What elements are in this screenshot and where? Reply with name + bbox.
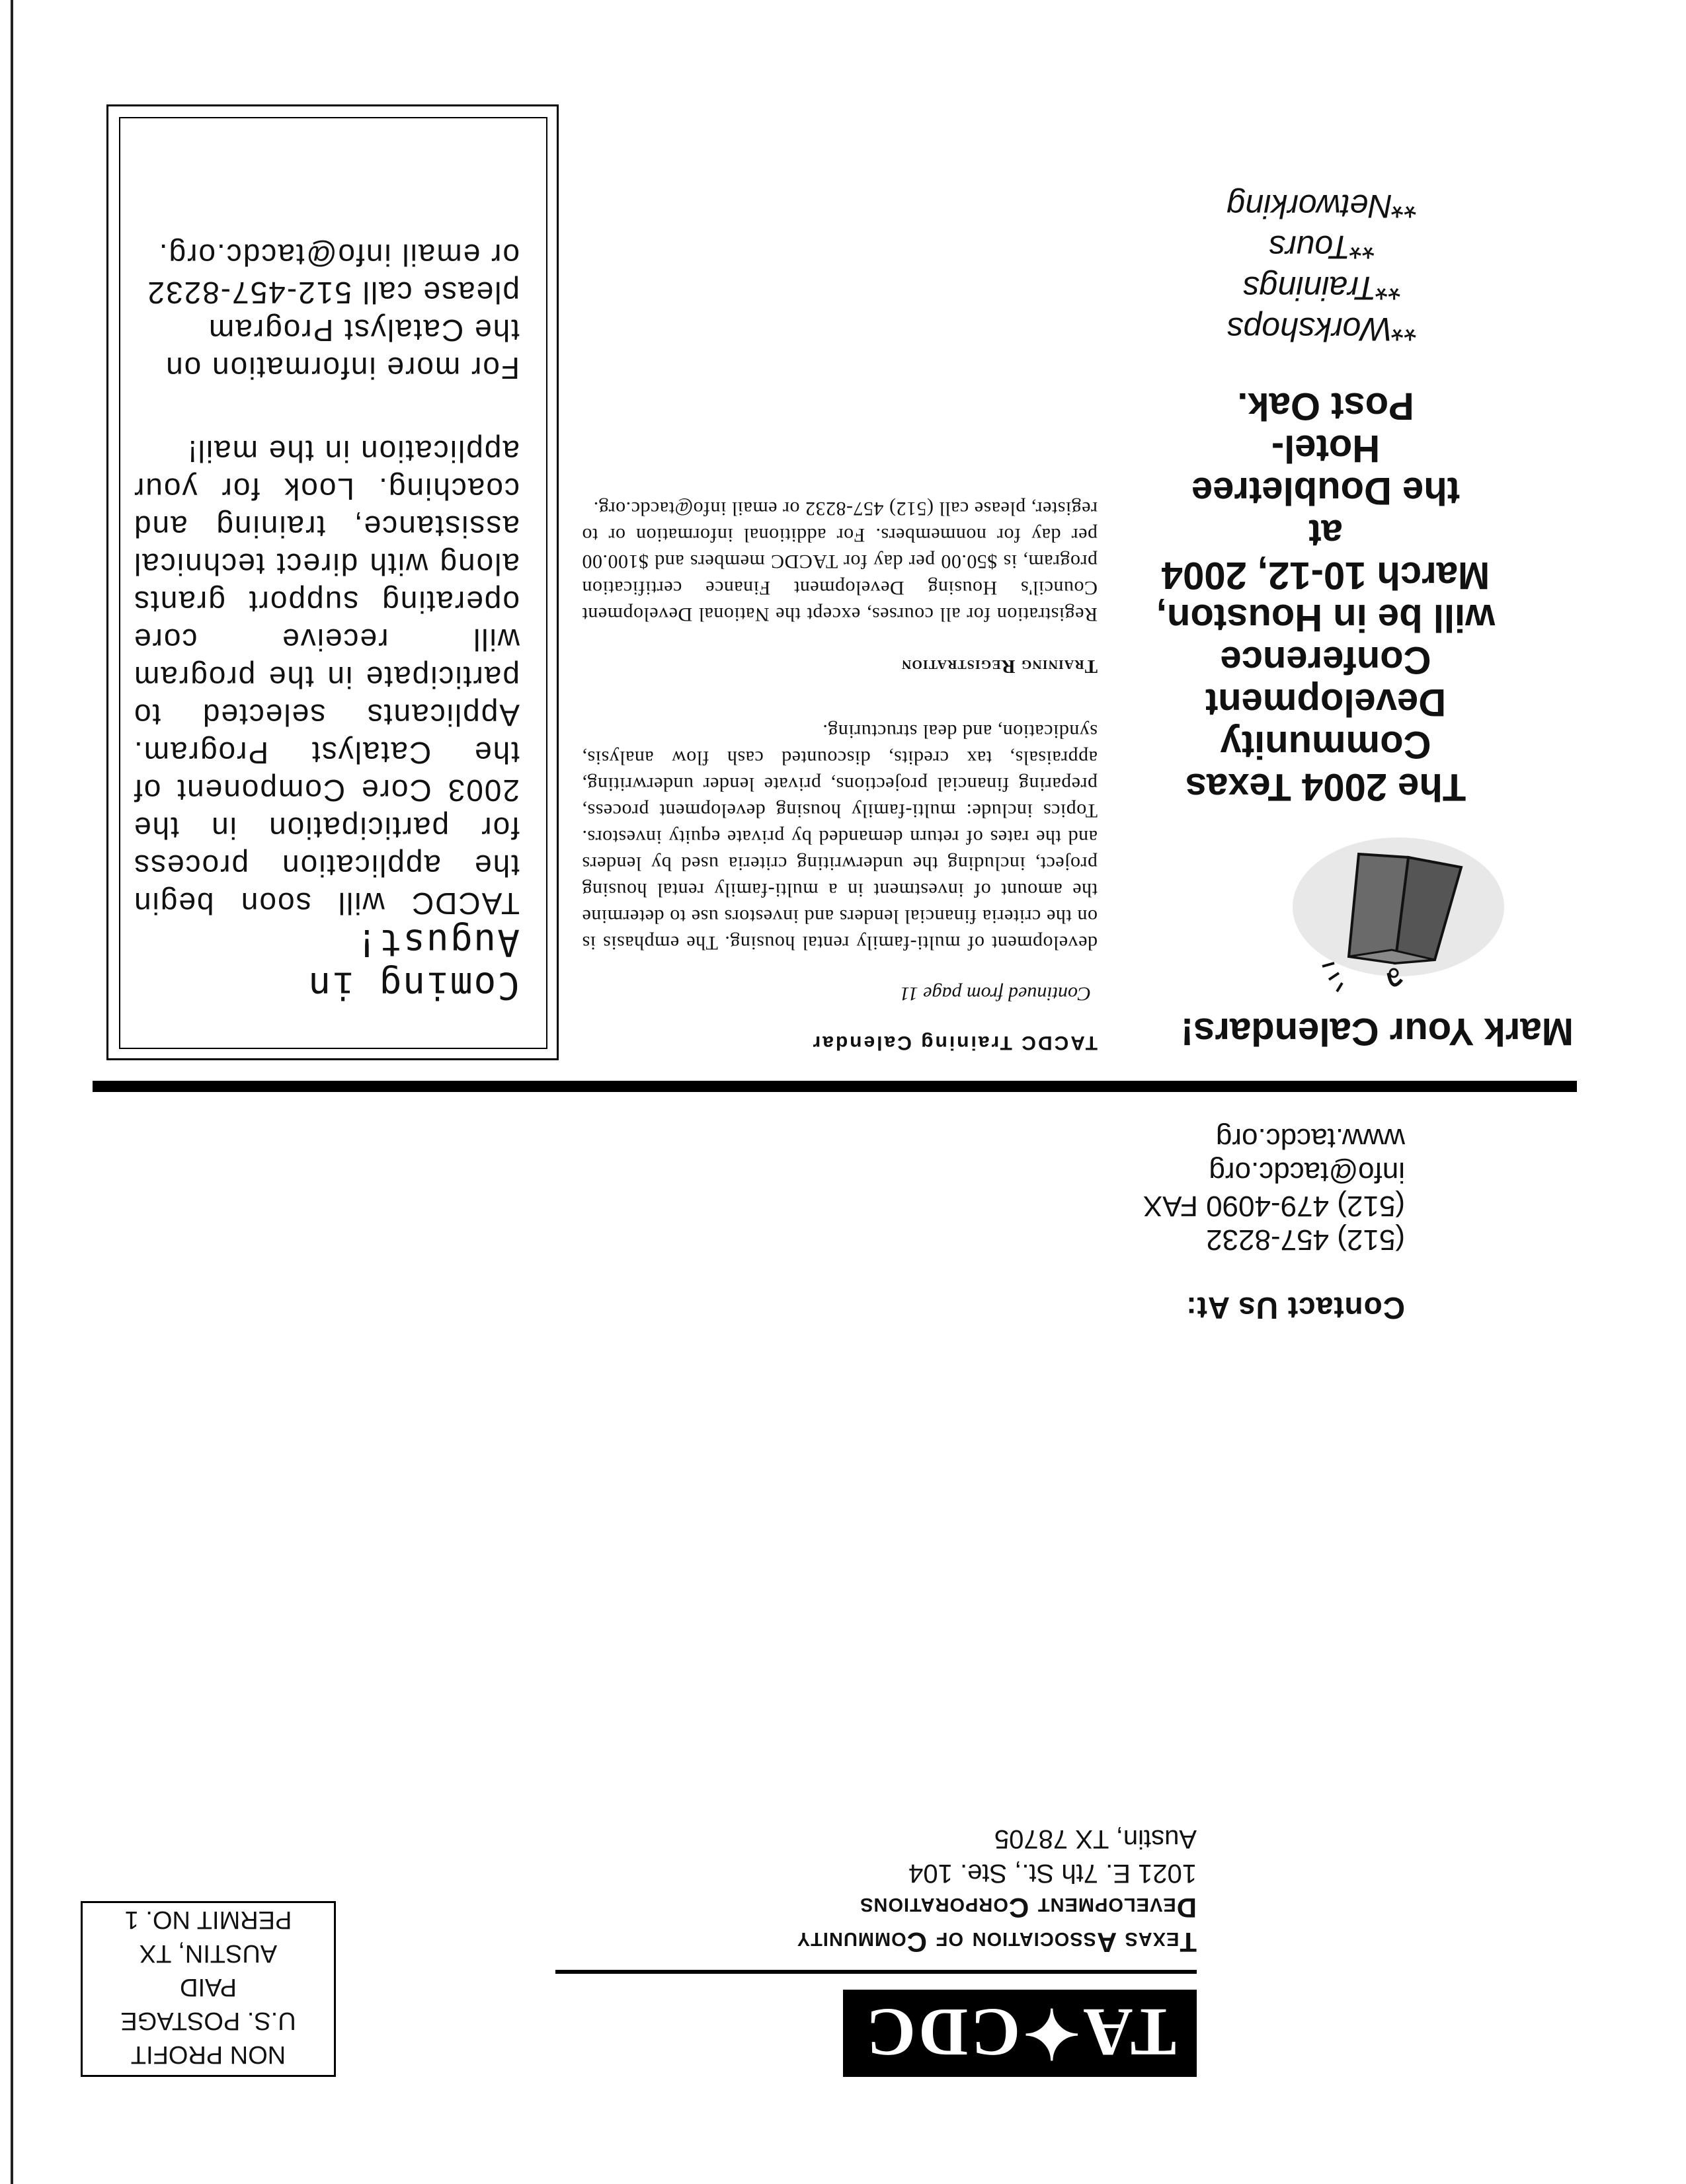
conference-line: Post Oak. <box>1237 385 1414 428</box>
section-divider <box>93 1081 1577 1092</box>
coming-in-august-heading: Coming in August! <box>307 921 520 1007</box>
tacdc-logo: TA✦CDC <box>843 1990 1197 2077</box>
postage-indicia <box>81 1901 336 2077</box>
catalyst-more-info: For more information on the Catalyst Program please call 512-457-8232 or email info@tacdc.org. <box>146 238 520 385</box>
contact-website: www.tacdc.org <box>1215 1122 1405 1155</box>
conference-announcement <box>1147 385 1504 808</box>
conference-line: the Doubletree Hotel- <box>1191 427 1461 512</box>
conference-line: will be in Houston, <box>1156 596 1496 639</box>
activity-item: **Networking <box>1226 188 1418 225</box>
mark-calendars-title: Mark Your Calendars! <box>1180 1010 1574 1053</box>
conference-line: Community <box>1220 723 1431 766</box>
conference-line: The 2004 Texas <box>1185 765 1466 808</box>
catalyst-body: TACDC will soon begin the application process for participation in the 2003 Core Component of the Catalyst Program. Applicants selected to participate in the program will receive core operating support grants along with direct technical assistance, training and coaching. Look for your application in the mail! <box>133 434 520 921</box>
logo-rule <box>555 1970 1197 1974</box>
postage-line: U.S. POSTAGE <box>120 2007 296 2035</box>
org-name-line2: Development Corporations <box>860 1892 1197 1924</box>
address-city: Austin, TX 78705 <box>994 1824 1197 1853</box>
catalyst-inner-border <box>119 117 547 1049</box>
address-street: 1021 E. 7th St., Ste. 104 <box>908 1859 1197 1888</box>
postage-line: AUSTIN, TX <box>139 1939 278 1967</box>
activity-item: **Workshops <box>1226 311 1418 348</box>
desk-calendar-icon <box>1289 828 1507 999</box>
org-name-line1: Texas Association of Community <box>796 1927 1197 1958</box>
contact-fax: (512) 479-4090 FAX <box>1143 1190 1405 1222</box>
training-calendar-title: TACDC Training Calendar <box>811 1032 1098 1054</box>
registration-title: Training Registration <box>901 656 1098 677</box>
catalyst-box <box>106 104 559 1060</box>
training-column <box>582 495 1098 1054</box>
conference-line: March 10-12, 2004 at <box>1161 512 1490 597</box>
activity-item: **Tours <box>1268 229 1377 266</box>
conference-line: Development <box>1205 681 1447 724</box>
activity-item: **Trainings <box>1242 270 1402 307</box>
contact-block <box>810 1122 1405 1325</box>
conference-activities <box>1150 186 1494 350</box>
postage-line: NON PROFIT <box>130 2041 286 2068</box>
continued-note: Continued from page 11 <box>899 983 1091 1005</box>
postage-line: PAID <box>180 1973 237 2001</box>
scan-edge-line <box>11 0 13 2184</box>
contact-phone: (512) 457-8232 <box>1206 1224 1405 1256</box>
conference-line: Conference <box>1220 639 1431 682</box>
postage-line: PERMIT NO. 1 <box>124 1906 292 1933</box>
registration-body: Registration for all courses, except the National Development Council's Housing Development Finance certification program, is $50.00 per day for TACDC members and $100.00 per day for nonmembers. For additional information or to register, please call (512) 457-8232 or email info@tacdc.org. <box>582 498 1098 625</box>
return-address <box>536 1822 1197 1959</box>
contact-title: Contact Us At: <box>1185 1291 1405 1325</box>
contact-email: info@tacdc.org <box>1209 1156 1405 1189</box>
mark-calendar-column <box>1137 188 1574 1054</box>
training-body: development of multi-family rental housing. The emphasis is on the criteria financial lenders and investors use to determine the amount of investment in a multi-family rental housing project, including the underwriting criteria used by lenders and the rates of return demanded by private equity investors. Topics include: multi-family housing development process, preparing financial projections, private lender underwriting, appraisals, tax credits, discounted cash flow analysis, syndication, and deal structuring. <box>582 721 1098 954</box>
